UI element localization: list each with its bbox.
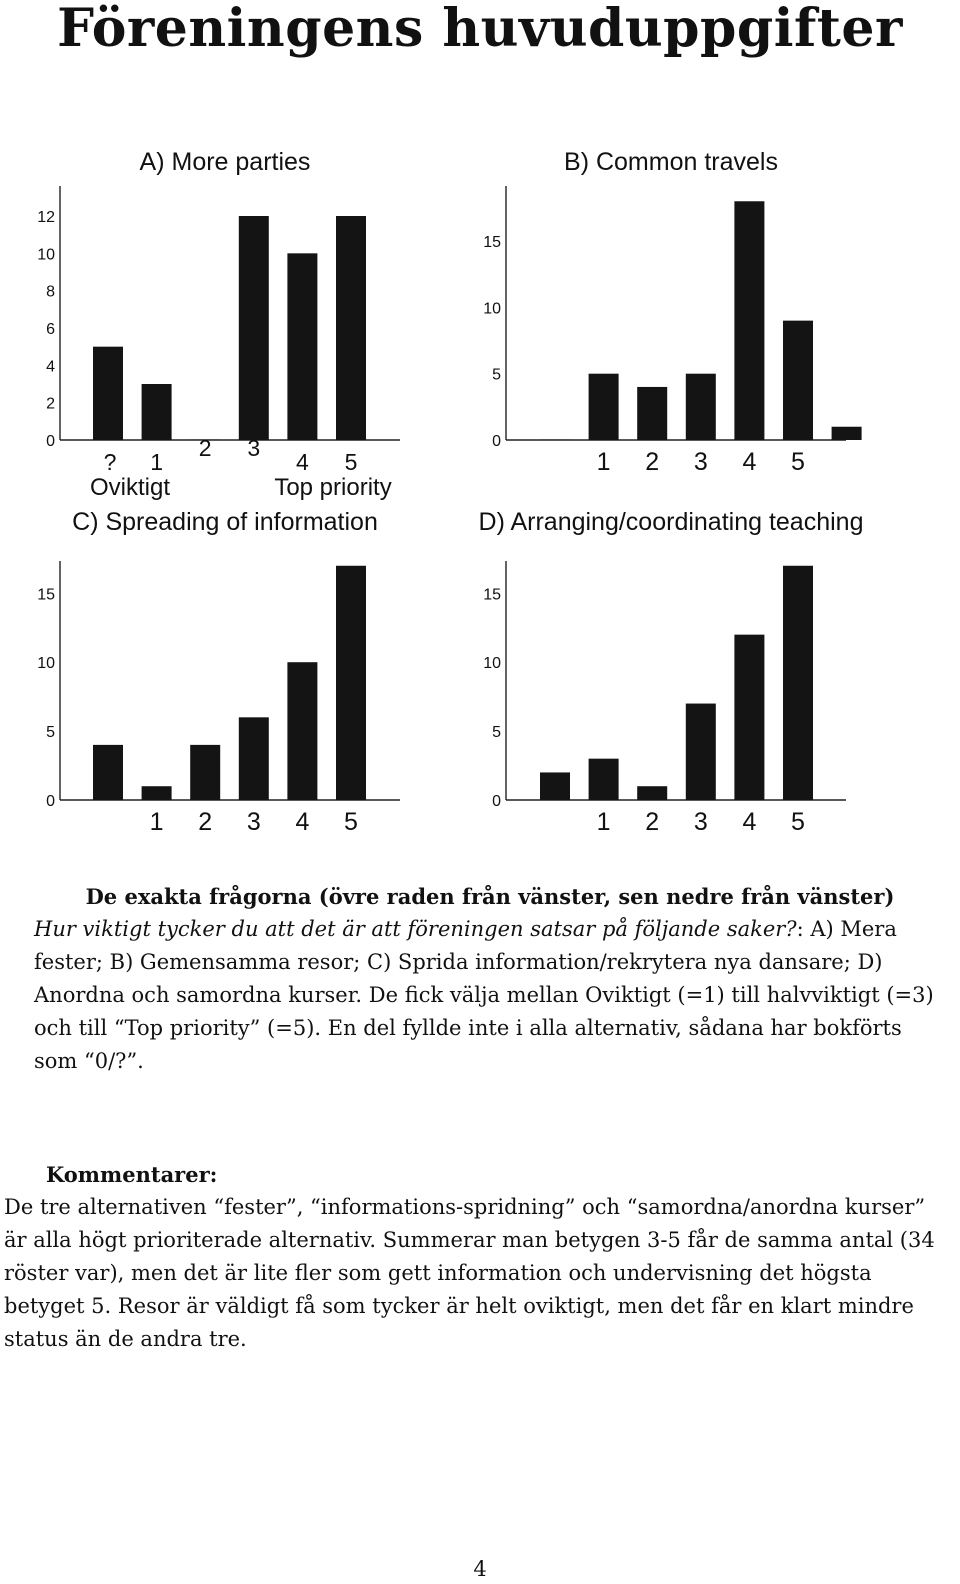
- chart-panel-2: [483, 148, 861, 476]
- bar-3: [239, 216, 269, 440]
- x-label-right: Top priority: [274, 474, 392, 501]
- bar-5: [783, 321, 813, 440]
- y-tick-label: 10: [37, 246, 55, 264]
- y-tick-label: 8: [46, 283, 55, 301]
- y-tick-label: 5: [492, 724, 501, 742]
- bar-6: [832, 427, 862, 440]
- bar-1: [589, 374, 619, 440]
- y-tick-label: 6: [46, 321, 55, 338]
- y-tick-label: 15: [483, 586, 501, 604]
- x-tick-label: 4: [742, 448, 757, 476]
- y-tick-label: 15: [37, 586, 55, 604]
- figure-caption: [34, 880, 946, 1078]
- y-tick-label: 0: [492, 793, 501, 810]
- x-tick-label: 5: [791, 448, 805, 476]
- page-title: Föreningens huvuduppgifter: [57, 0, 903, 59]
- x-tick-label: ?: [103, 449, 117, 475]
- x-tick-label: 5: [791, 808, 805, 836]
- bar-3: [239, 717, 269, 800]
- bar-1: [142, 786, 172, 800]
- caption-heading: De exakta frågorna (övre raden från vänster, sen nedre från vänster): [85, 884, 895, 909]
- y-tick-label: 4: [46, 358, 55, 376]
- y-tick-label: 0: [46, 793, 55, 810]
- y-tick-label: 2: [46, 395, 55, 413]
- bar-3: [686, 704, 716, 800]
- page-number: 4: [473, 1557, 487, 1581]
- chart-panel-3: [37, 508, 400, 836]
- chart-title: B) Common travels: [564, 148, 778, 176]
- chart-title: A) More parties: [139, 148, 311, 176]
- bar-0: [540, 772, 570, 800]
- x-tick-label: 2: [198, 435, 212, 461]
- x-tick-label: 2: [645, 448, 660, 476]
- bar-1: [589, 759, 619, 800]
- bar-0: [540, 440, 570, 441]
- y-tick-label: 10: [483, 655, 501, 673]
- y-tick-label: 12: [37, 209, 55, 226]
- bar-2: [190, 745, 220, 800]
- bar-5: [336, 216, 366, 440]
- x-tick-label: 1: [149, 808, 164, 836]
- x-tick-label: 3: [693, 808, 708, 836]
- y-tick-label: 10: [37, 655, 55, 673]
- x-tick-label: 1: [596, 808, 611, 836]
- x-tick-label: 4: [296, 449, 309, 475]
- x-tick-label: 3: [693, 448, 708, 476]
- x-tick-label: 5: [344, 808, 358, 836]
- x-tick-label: 3: [246, 808, 261, 836]
- chart-panel-4: [479, 508, 864, 836]
- bar-4: [287, 253, 317, 440]
- x-tick-label: 3: [247, 435, 261, 461]
- x-tick-label: 2: [198, 808, 213, 836]
- chart-panel-1: [37, 148, 400, 501]
- comments-section: [4, 1158, 946, 1356]
- bar-4: [734, 635, 764, 800]
- y-tick-label: 0: [492, 433, 501, 450]
- bar-0: [93, 347, 123, 440]
- comments-heading: Kommentarer:: [46, 1162, 218, 1187]
- bar-5: [783, 566, 813, 800]
- bar-1: [142, 384, 172, 440]
- bar-4: [734, 201, 764, 440]
- bar-2: [637, 786, 667, 800]
- bar-4: [287, 662, 317, 800]
- chart-title: D) Arranging/coordinating teaching: [478, 508, 864, 536]
- chart-title: C) Spreading of information: [72, 508, 378, 536]
- x-tick-label: 2: [645, 808, 660, 836]
- x-tick-label: 1: [596, 448, 611, 476]
- x-label-left: Oviktigt: [89, 474, 171, 501]
- caption-body: : A) Mera fester; B) Gemensamma resor; C) Sprida information/rekrytera nya dansare; D) Anordna och samordna kurser. De fick välja mellan Oviktigt (=1) till halvviktigt (=3) och till “Top priority” (=5). En del fyllde inte i alla alternativ, sådana har bokförts som “0/?”.: [34, 917, 934, 1073]
- y-tick-label: 0: [46, 433, 55, 450]
- bar-2: [637, 387, 667, 440]
- x-tick-label: 4: [742, 808, 757, 836]
- comments-body: De tre alternativen “fester”, “informations-spridning” och “samordna/anordna kurser” är alla högt prioriterade alternativ. Summerar man betygen 3-5 får de samma antal (34 röster var), men det är lite fler som gett information och undervisning det högsta betyget 5. Resor är väldigt få som tycker är helt oviktigt, men det får en klart mindre status än de andra tre.: [4, 1195, 935, 1351]
- y-tick-label: 15: [483, 234, 501, 252]
- y-tick-label: 5: [46, 724, 55, 742]
- bar-0: [93, 745, 123, 800]
- y-tick-label: 5: [492, 366, 501, 384]
- x-tick-label: 5: [344, 449, 358, 475]
- y-tick-label: 10: [483, 300, 501, 318]
- x-tick-label: 4: [295, 808, 310, 836]
- x-tick-label: 1: [150, 449, 163, 475]
- caption-question: Hur viktigt tycker du att det är att föreningen satsar på följande saker?: [34, 917, 797, 941]
- bar-3: [686, 374, 716, 440]
- bar-5: [336, 566, 366, 800]
